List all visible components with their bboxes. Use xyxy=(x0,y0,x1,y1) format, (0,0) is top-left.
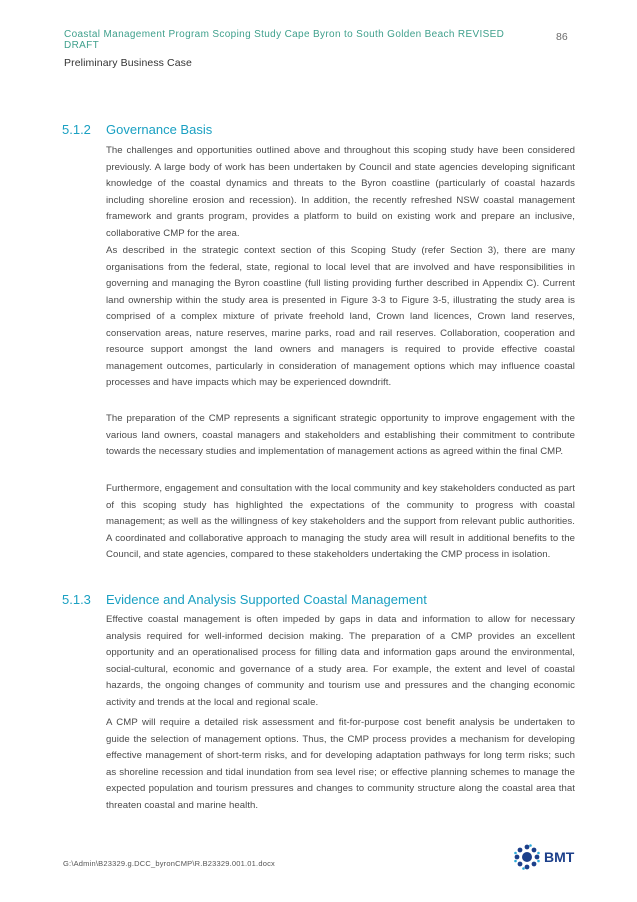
bmt-logo-icon xyxy=(512,842,542,872)
paragraph: The challenges and opportunities outlined above and throughout this scoping study have been considered previously. A large body of work has been undertaken by Council and state agencies developing significant knowledge of the coastal dynamics and threats to the Byron coastline (particularly of coastal hazards including shoreline erosion and recession). In addition, the recently refreshed NSW coastal management framework and grants program, provides a platform to build on existing work and prepare an inclusive, collaborative CMP for the area. xyxy=(106,145,575,239)
running-header xyxy=(64,29,534,69)
document-title: Coastal Management Program Scoping Study Cape Byron to South Golden Beach REVISED DRAFT xyxy=(64,29,505,51)
document-subtitle: Preliminary Business Case xyxy=(64,57,192,69)
paragraph: A CMP will require a detailed risk assessment and fit-for-purpose cost benefit analysis be undertaken to guide the selection of management options. Thus, the CMP process provides a mechanism for developing effective management of short-term risks, and for developing adaptation pathways for long term risks; such as shoreline recession and tidal inundation from sea level rise; or effective planning schemes to manage the expected population and tourism pressures and changes to community structure along the coastal area that threaten coastal and marine health. xyxy=(106,717,575,811)
paragraph: As described in the strategic context section of this Scoping Study (refer Section 3), there are many organisations from the federal, state, regional to local level that are involved and have responsibilities in governing and managing the Byron coastline (full listing providing further described in Appendix C). Current land ownership within the study area is presented in Figure 3-3 to Figure 3-5, illustrating the study area is comprised of a complex mixture of private freehold land, Crown land licences, Crown land reserves, conservation areas, nature reserves, marine parks, road and rail reserves. Collaboration, cooperation and resource support amongst the land owners and managers is required to provide effective coastal management outcomes, particularly in consideration of management options which may influence coastal processes and have impacts which may be experienced downdrift. xyxy=(106,245,575,388)
section-number: 5.1.2 xyxy=(62,122,91,137)
section-heading-evidence-analysis xyxy=(62,592,427,607)
logo-text: BMT xyxy=(544,849,575,865)
paragraph: Effective coastal management is often impeded by gaps in data and information to allow for necessary analysis required for well-informed decision making. The preparation of a CMP provides an excellent opportunity and an operationalised process for filling data and information gaps around the environmental, social-cultural, economic and governance of a study area. For example, the extent and level of coastal hazards, the ongoing changes of community and tourism use and pressures and the changing economic activity and trends at the local and regional scale. xyxy=(106,614,575,708)
section-title: Governance Basis xyxy=(106,122,213,137)
page-number: 86 xyxy=(556,31,568,43)
paragraph: The preparation of the CMP represents a significant strategic opportunity to improve engagement with the various land owners, coastal managers and stakeholders and establishing their commitment to contribute towards the necessary studies and implementation of management actions as agreed within the final CMP. xyxy=(106,413,575,457)
section-title: Evidence and Analysis Supported Coastal Management xyxy=(106,592,427,607)
paragraph: Furthermore, engagement and consultation with the local community and key stakeholders conducted as part of this scoping study has highlighted the expectations of the community to progress with coastal management; as well as the willingness of key stakeholders and the support from relevant public authorities. A coordinated and collaborative approach to managing the study area will result in additional benefits to the Council, and state agencies, compared to these stakeholders undertaking the CMP process in isolation. xyxy=(106,483,575,560)
section-heading-governance-basis xyxy=(62,122,212,137)
footer-file-path: G:\Admin\B23329.g.DCC_byronCMP\R.B23329.001.01.docx xyxy=(63,859,275,868)
bmt-logo xyxy=(512,842,574,872)
section-number: 5.1.3 xyxy=(62,592,91,607)
